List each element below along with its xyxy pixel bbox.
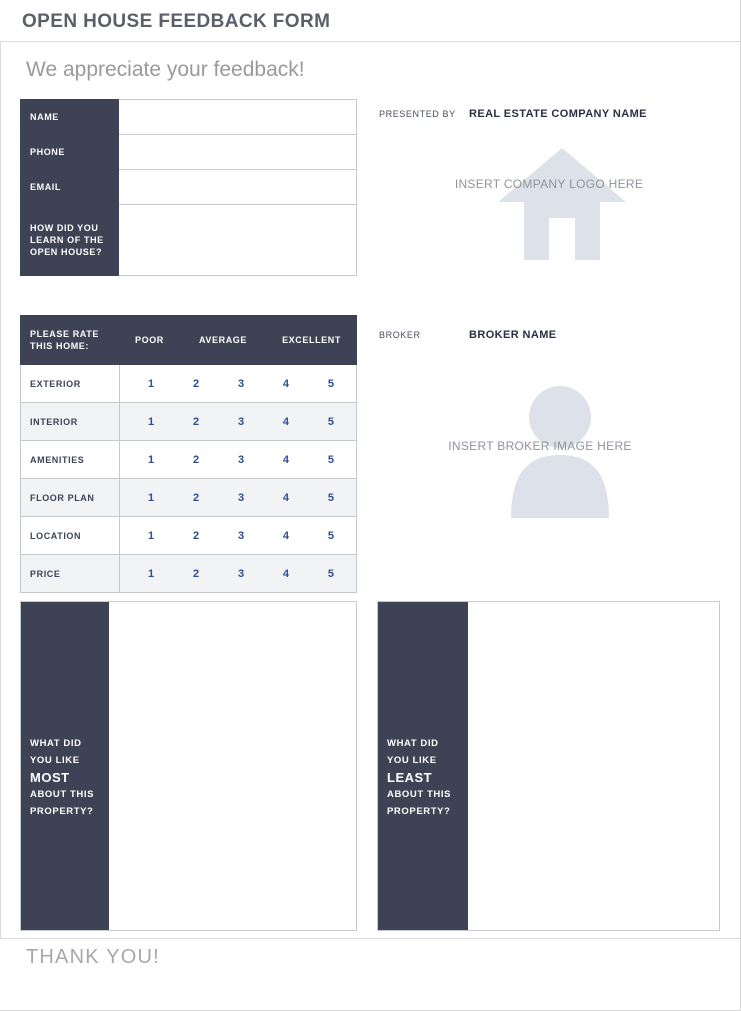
rating-option-4[interactable]: 4	[282, 377, 290, 390]
broker-name: BROKER NAME	[469, 329, 557, 341]
table-row	[21, 555, 357, 593]
rating-option-2[interactable]: 2	[192, 491, 200, 504]
rating-option-3[interactable]: 3	[237, 567, 245, 580]
rating-row-label-amenities: AMENITIES	[21, 441, 120, 479]
rating-option-2[interactable]: 2	[192, 377, 200, 390]
table-row	[21, 441, 357, 479]
rating-option-1[interactable]: 1	[148, 415, 155, 428]
rating-option-1[interactable]: 1	[148, 529, 155, 542]
field-input-phone[interactable]	[119, 135, 357, 170]
rating-row-label-exterior: EXTERIOR	[21, 365, 120, 403]
table-row	[21, 479, 357, 517]
comment-box-least[interactable]	[377, 601, 720, 931]
rating-option-3[interactable]: 3	[237, 377, 245, 390]
rating-row-label-location: LOCATION	[21, 517, 120, 555]
house-icon	[497, 146, 627, 262]
table-row	[21, 517, 357, 555]
rating-option-4[interactable]: 4	[282, 453, 290, 466]
field-input-name[interactable]	[119, 100, 357, 135]
comment-label-line4: PROPERTY?	[30, 806, 94, 817]
table-row	[21, 365, 357, 403]
rating-option-2[interactable]: 2	[192, 415, 200, 428]
subtitle: We appreciate your feedback!	[26, 58, 305, 81]
rating-options-price	[120, 555, 357, 593]
rating-options-amenities	[120, 441, 357, 479]
rating-option-5[interactable]: 5	[327, 415, 334, 428]
table-row	[21, 170, 357, 205]
comment-label-emphasis: LEAST	[387, 770, 433, 785]
scale-label-average: AVERAGE	[198, 335, 248, 345]
broker-placeholder-text: INSERT BROKER IMAGE HERE	[448, 439, 632, 453]
footer-divider	[0, 938, 741, 939]
comment-label-line3: ABOUT THIS	[387, 789, 452, 800]
ratings-scale-header	[120, 316, 357, 365]
rating-option-1[interactable]: 1	[148, 377, 155, 390]
contact-table	[20, 99, 357, 276]
rating-option-3[interactable]: 3	[237, 415, 245, 428]
comment-label-line3: ABOUT THIS	[30, 789, 95, 800]
rating-option-4[interactable]: 4	[282, 567, 290, 580]
rating-option-5[interactable]: 5	[327, 529, 334, 542]
logo-placeholder-text: INSERT COMPANY LOGO HERE	[454, 177, 644, 191]
table-row	[21, 135, 357, 170]
rating-row-label-interior: INTERIOR	[21, 403, 120, 441]
field-input-email[interactable]	[119, 170, 357, 205]
page-title: OPEN HOUSE FEEDBACK FORM	[22, 11, 331, 32]
footer-text: THANK YOU!	[26, 946, 160, 968]
comment-label-line4: PROPERTY?	[387, 806, 451, 817]
comment-tab-least	[378, 602, 468, 930]
field-input-referral[interactable]	[119, 205, 357, 276]
broker-label: BROKER	[379, 330, 421, 340]
comment-label-line2: YOU LIKE	[387, 755, 437, 766]
rating-options-exterior	[120, 365, 357, 403]
title-divider	[0, 41, 741, 42]
rating-option-3[interactable]: 3	[237, 491, 245, 504]
scale-label-excellent: EXCELLENT	[282, 335, 341, 345]
comment-label-line1: WHAT DID	[30, 738, 82, 749]
table-row	[21, 403, 357, 441]
rating-option-5[interactable]: 5	[327, 377, 334, 390]
rating-row-label-floor-plan: FLOOR PLAN	[21, 479, 120, 517]
comment-box-most[interactable]	[20, 601, 357, 931]
rating-options-location	[120, 517, 357, 555]
field-label-referral: HOW DID YOU LEARN OF THE OPEN HOUSE?	[21, 205, 119, 276]
field-label-name: NAME	[21, 100, 119, 135]
rating-option-3[interactable]: 3	[237, 529, 245, 542]
rating-row-label-price: PRICE	[21, 555, 120, 593]
table-row	[21, 100, 357, 135]
rating-options-interior	[120, 403, 357, 441]
ratings-header-row	[21, 316, 357, 365]
table-row	[21, 205, 357, 276]
rating-options-floor-plan	[120, 479, 357, 517]
scale-label-poor: POOR	[135, 335, 164, 345]
comment-label-line2: YOU LIKE	[30, 755, 80, 766]
left-border	[0, 41, 1, 939]
rating-option-2[interactable]: 2	[192, 453, 200, 466]
rating-option-2[interactable]: 2	[192, 567, 200, 580]
comment-tab-most	[21, 602, 109, 930]
rating-option-4[interactable]: 4	[282, 529, 290, 542]
comment-label-line1: WHAT DID	[387, 738, 439, 749]
rating-option-4[interactable]: 4	[282, 491, 290, 504]
field-label-email: EMAIL	[21, 170, 119, 205]
rating-option-5[interactable]: 5	[327, 491, 334, 504]
field-label-phone: PHONE	[21, 135, 119, 170]
rating-option-5[interactable]: 5	[327, 453, 334, 466]
ratings-table	[20, 315, 357, 593]
comment-label-emphasis: MOST	[30, 770, 70, 785]
rating-option-2[interactable]: 2	[192, 529, 200, 542]
rating-option-1[interactable]: 1	[148, 491, 155, 504]
presented-by-label: PRESENTED BY	[379, 109, 456, 119]
rating-option-4[interactable]: 4	[282, 415, 290, 428]
rating-option-5[interactable]: 5	[327, 567, 334, 580]
company-name: REAL ESTATE COMPANY NAME	[469, 108, 647, 120]
rating-option-1[interactable]: 1	[148, 567, 155, 580]
rating-option-1[interactable]: 1	[148, 453, 155, 466]
rating-option-3[interactable]: 3	[237, 453, 245, 466]
ratings-header-label: PLEASE RATE THIS HOME:	[21, 316, 120, 365]
